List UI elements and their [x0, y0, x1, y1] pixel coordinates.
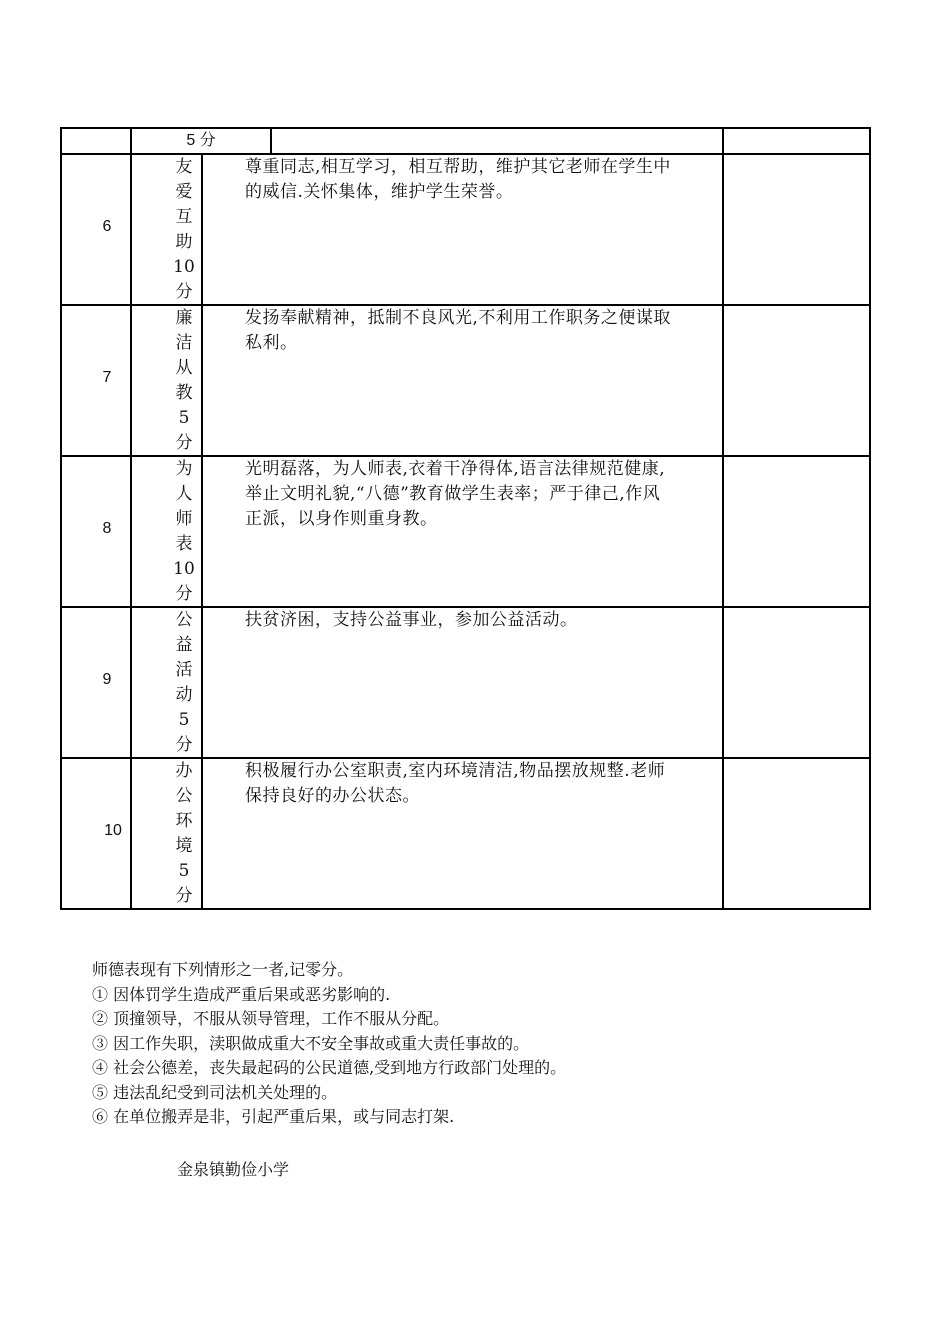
row-category [149, 608, 219, 758]
row-description [245, 759, 720, 809]
notes-item: ① 因体罚学生造成严重后果或恶劣影响的. [92, 984, 391, 1004]
category-char: 5 [178, 408, 190, 428]
notes-item: ⑥ 在单位搬弄是非，引起严重后果，或与同志打架. [92, 1107, 455, 1126]
description-line: 积极履行办公室职责,室内环境清洁,物品摆放规整.老师 [245, 761, 666, 781]
category-char: 5 [178, 861, 190, 881]
category-char: 动 [175, 685, 193, 705]
category-char: 从 [175, 358, 193, 378]
notes-item: ② 顶撞领导，不服从领导管理，工作不服从分配。 [92, 1009, 450, 1028]
description-line: 光明磊落，为人师表,衣着干净得体,语言法律规范健康, [245, 459, 666, 479]
category-char: 洁 [175, 333, 193, 353]
category-char: 分 [175, 735, 193, 755]
row-category [149, 457, 219, 607]
row-number: 7 [102, 369, 112, 386]
category-char: 公 [175, 610, 193, 630]
category-char: 为 [175, 459, 193, 479]
row-number: 10 [104, 822, 122, 839]
description-line: 发扬奉献精神，抵制不良风光,不利用工作职务之便谋取 [245, 308, 671, 328]
category-char: 友 [175, 157, 193, 177]
category-char: 表 [175, 534, 193, 554]
zero-score-notes [92, 958, 566, 1130]
row-number: 9 [102, 671, 112, 688]
description-line: 举止文明礼貌,“八德”教育做学生表率；严于律己,作风 [245, 484, 661, 504]
notes-item: ④ 社会公德差，丧失最起码的公民道德,受到地方行政部门处理的。 [92, 1058, 567, 1077]
table-column-divider [130, 127, 132, 910]
description-line: 保持良好的办公状态。 [245, 786, 420, 806]
notes-item: ③ 因工作失职，渎职做成重大不安全事故或重大责任事故的。 [92, 1033, 530, 1053]
category-char: 益 [175, 635, 193, 655]
description-line: 私利。 [245, 333, 298, 353]
school-signature: 金泉镇勤俭小学 [177, 1160, 290, 1179]
notes-intro: 师德表现有下列情形之一者,记零分。 [92, 960, 354, 979]
top-row-score: 5 分 [186, 132, 216, 149]
category-char: 爱 [175, 182, 193, 202]
category-char: 活 [175, 660, 193, 680]
category-char: 办 [175, 761, 193, 781]
category-char: 分 [175, 433, 193, 453]
category-char: 人 [175, 484, 193, 504]
table-column-divider [722, 127, 724, 910]
category-char: 5 [178, 710, 190, 730]
row-number: 6 [102, 218, 112, 235]
row-category [149, 306, 219, 456]
category-char: 10 [173, 257, 195, 277]
category-char: 教 [175, 383, 193, 403]
category-char: 廉 [175, 308, 193, 328]
category-char: 师 [175, 509, 193, 529]
description-line: 正派，以身作则重身教。 [245, 509, 438, 529]
category-char: 助 [175, 232, 193, 252]
description-line: 尊重同志,相互学习，相互帮助，维护其它老师在学生中 [245, 157, 671, 177]
table-border-left [60, 127, 62, 910]
category-char: 境 [175, 836, 193, 856]
category-char: 分 [175, 282, 193, 302]
notes-item: ⑤ 违法乱纪受到司法机关处理的。 [92, 1082, 338, 1102]
row-number: 8 [102, 520, 112, 537]
category-char: 环 [175, 811, 193, 831]
description-line: 的威信.关怀集体，维护学生荣誉。 [245, 182, 514, 202]
row-description [245, 457, 720, 532]
category-char: 公 [175, 786, 193, 806]
row-description [245, 608, 720, 633]
row-category [149, 155, 219, 305]
row-description [245, 155, 720, 205]
table-border-right [869, 127, 871, 910]
description-line: 扶贫济困，支持公益事业，参加公益活动。 [245, 610, 578, 630]
category-char: 互 [175, 207, 193, 227]
row-category [149, 759, 219, 909]
table-column-divider [270, 127, 272, 154]
category-char: 分 [175, 886, 193, 906]
category-char: 分 [175, 584, 193, 604]
row-description [245, 306, 720, 356]
category-char: 10 [173, 559, 195, 579]
